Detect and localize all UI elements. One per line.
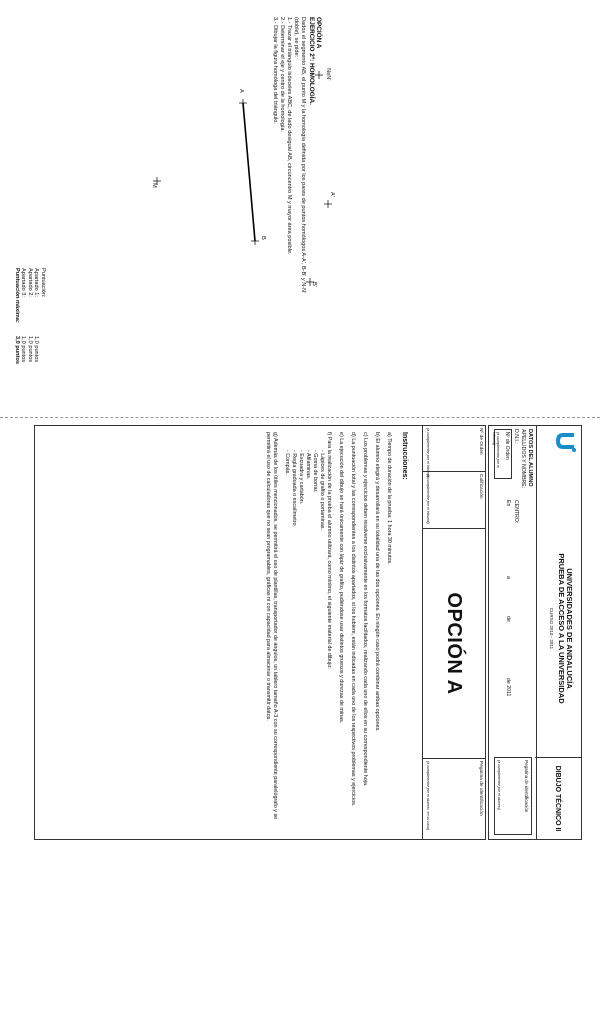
- en-field[interactable]: En: [505, 500, 511, 507]
- score-heading: Puntuación:: [40, 268, 46, 298]
- instruction-item: e) La ejecución del dibujo se hará únicamente con lápiz de grafito, pudiéndose usar distintos gruesos y durezas de minas.: [338, 432, 344, 724]
- instruction-item: a) Tiempo de duración de la prueba: 1 hora 30 minutos.: [386, 432, 392, 565]
- score-label: Apartado 1:: [33, 268, 40, 297]
- pegatina-column-note: (a cumplimentar por el alumno, en su caso): [426, 761, 430, 831]
- score-label: Apartado 3:: [20, 268, 27, 297]
- material-item: - Goma de borrar.: [312, 450, 318, 493]
- material-item: - Escuadra y cartabón.: [298, 450, 304, 505]
- instruction-item-text: f) Para la realización de la prueba el alumno utilizará, como mínimo, el siguiente material de dibujo:: [326, 432, 332, 669]
- label-b: B: [260, 236, 266, 240]
- material-item: - Compás.: [284, 450, 290, 475]
- opcion-label: OPCIÓN A: [315, 17, 322, 49]
- point-a-marker: [239, 99, 247, 107]
- material-item: - Lápices de grafito o portaminas.: [319, 450, 325, 531]
- instruction-item: b) El alumno elegirá y desarrollará en su totalidad una de las dos opciones. En ningún caso podrá combinar ambas opciones.: [374, 432, 380, 732]
- label-m: M: [151, 183, 157, 188]
- grading-row: [422, 425, 486, 840]
- orden-box: [494, 429, 512, 479]
- centro-field[interactable]: CENTRO:: [513, 500, 519, 524]
- fold-line: [0, 417, 600, 418]
- exercise-title: EJERCICIO 2º: HOMOLOGÍA.: [308, 17, 315, 105]
- label-a: A: [238, 89, 244, 93]
- material-item: - Regla graduada o escalímetro.: [291, 450, 297, 528]
- point-b-marker: [251, 237, 259, 245]
- pegatina-column: [423, 759, 485, 839]
- label-n: N≡N': [325, 68, 331, 81]
- u-logo-icon: [552, 429, 578, 455]
- instruction-item: [283, 432, 332, 832]
- instruction-item: c) Los problemas y ejercicios deben resolverse exclusivamente en los formatos facilitados, realizando cada uno de ellos en su correspondiente hoja.: [362, 432, 368, 787]
- cover-form: [34, 425, 582, 840]
- score-total-value: 3,0 puntos: [13, 336, 20, 364]
- orden-column-note: (a cumplimentar por el tribunal): [426, 428, 430, 478]
- orden-column: [423, 426, 485, 478]
- pegatina-column-label: Pegatina de identificación: [478, 761, 483, 816]
- instruction-item: d) La puntuación total y las correspondientes a los distintos apartados, si los hubiere, están indicadas en cada uno de los respectivos problemas y ejercicios.: [350, 432, 356, 807]
- pegatina-label: Pegatina de identificación: [524, 760, 529, 813]
- curso-label: CURSO 2010 - 2011: [549, 607, 554, 650]
- segment-ab: [243, 103, 255, 241]
- university-title: [556, 456, 573, 801]
- student-data: [488, 425, 536, 840]
- a-field[interactable]: a: [505, 576, 511, 579]
- statement-line: (doble), se pide:: [293, 17, 299, 58]
- label-bprime: B': [311, 282, 317, 287]
- score-total-label: Puntuación máxima:: [13, 268, 20, 323]
- score-label: Apartado 2:: [26, 268, 33, 297]
- instruction-item: g) Además de los útiles mencionados, se permitirá el uso de plantillas, transportador de ángulos, un tablero tamaño A-3 con su correspondiente paralelógrafo y se permitirá el uso de calculadoras que no sean programables, gráficas ni con capacidad para almacenar o transmitir datos.: [265, 432, 278, 820]
- point-m-marker: [153, 177, 161, 185]
- datos-title: DATOS DEL ALUMNO: [527, 429, 533, 487]
- calificacion-column: [423, 472, 485, 529]
- year-field: de 2011: [505, 678, 511, 697]
- score-row: [26, 268, 33, 468]
- apellidos-field[interactable]: APELLIDOS Y NOMBRE:: [520, 429, 526, 489]
- score-row: [20, 268, 27, 468]
- subject-title: DIBUJO TÉCNICO II: [535, 757, 581, 839]
- opcion-big-title: OPCIÓN A: [423, 529, 485, 759]
- de-field[interactable]: de: [505, 616, 511, 622]
- instructions-box: [34, 425, 422, 840]
- instructions-list: [259, 432, 392, 832]
- instructions-title: Instrucciones:: [401, 432, 408, 480]
- pegatina-note: (a cumplimentar por el alumno): [497, 760, 501, 810]
- cover-header: [536, 425, 582, 840]
- university-line2: PRUEBA DE ACCESO A LA UNIVERSIDAD: [556, 553, 566, 704]
- score-total-row: [13, 268, 20, 468]
- university-line1: UNIVERSIDADES DE ANDALUCÍA: [565, 568, 574, 689]
- calificacion-label: Calificación: [478, 474, 483, 499]
- pegatina-box: [494, 757, 532, 835]
- orden-note: (a cumplimentar por el tribunal): [492, 432, 500, 468]
- task-3: 3.- Dibujar la figura homóloga del triángulo.: [272, 17, 278, 124]
- task-2: 2.- Determinar el eje y centro de la homología.: [279, 17, 285, 133]
- dni-field[interactable]: D.N.I.:: [513, 429, 519, 444]
- score-value: 1,0 puntos: [33, 336, 40, 363]
- score-value: 1,0 puntos: [26, 336, 33, 363]
- point-aprime-marker: [324, 200, 332, 208]
- orden-label: Nº de Orden: [504, 432, 510, 460]
- label-aprime: A': [329, 192, 335, 197]
- material-item: - Afilaminas.: [305, 450, 311, 480]
- task-1: 1.- Trazar el triángulo isósceles ABC, de lado desigual AB, circuncentro M y mayor área posible.: [286, 17, 292, 255]
- statement-line: Dados el segmento AB, el punto M y la homología definida por los pares de puntos homólogos A-A', B-B' y N-N': [300, 17, 306, 294]
- university-logo: [552, 429, 578, 455]
- score-value: 1,0 puntos: [20, 336, 27, 363]
- calificacion-note: (a cumplimentar por el tribunal): [426, 474, 430, 524]
- orden-column-label: Nº de Orden: [478, 428, 483, 455]
